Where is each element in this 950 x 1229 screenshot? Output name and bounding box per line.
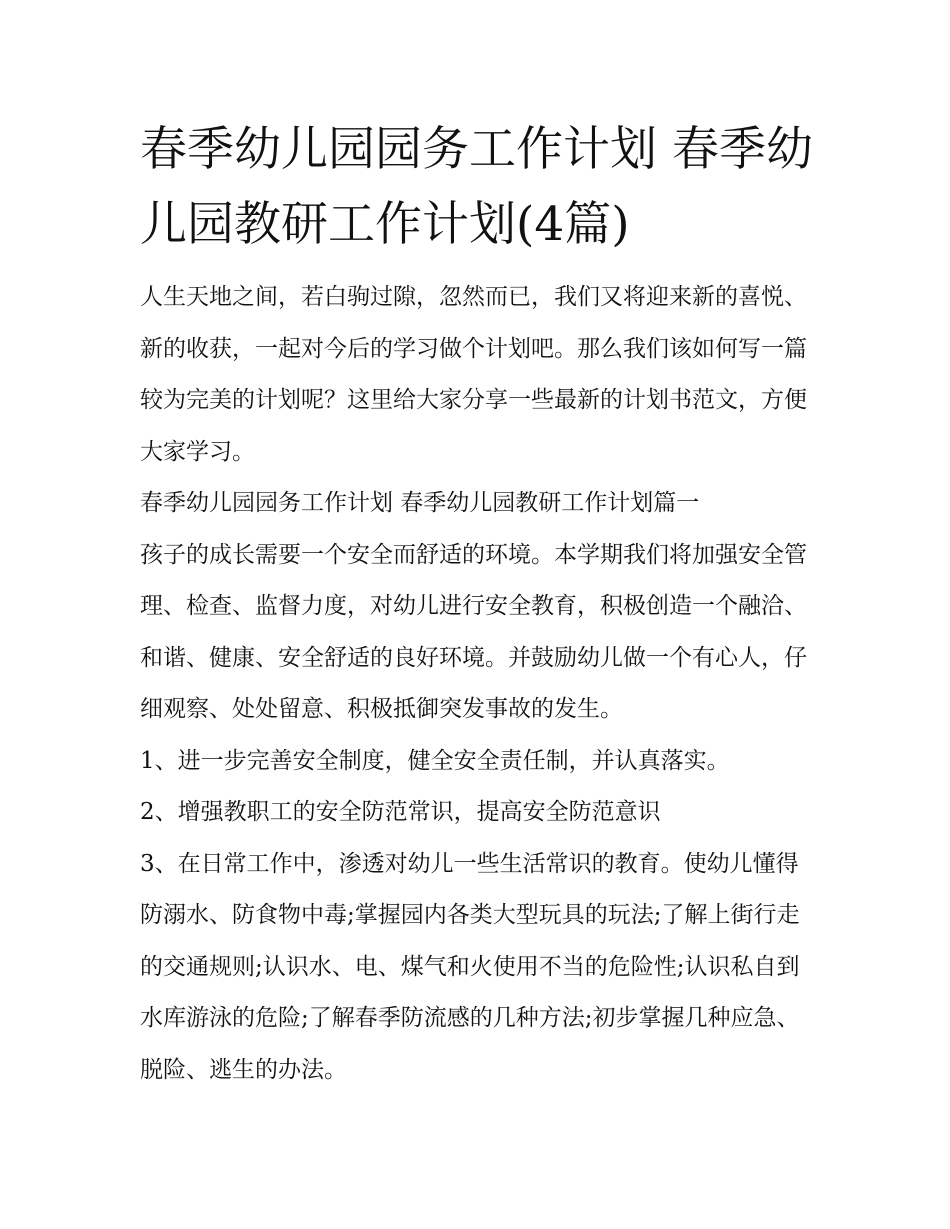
list-item-2: 2、增强教职工的安全防范常识，提高安全防范意识 [140, 799, 661, 825]
intro-paragraph: 人生天地之间，若白驹过隙，忽然而已，我们又将迎来新的喜悦、新的收获，一起对今后的学习做个计划吧。那么我们该如何写一篇较为完美的计划呢？这里给大家分享一些最新的计划书范文，方便大家学习。 [140, 284, 807, 465]
section-heading: 春季幼儿园园务工作计划 春季幼儿园教研工作计划篇一 [140, 490, 700, 516]
list-item-1: 1、进一步完善安全制度，健全安全责任制，并认真落实。 [140, 747, 730, 774]
document-title: 春季幼儿园园务工作计划 春季幼儿园教研工作计划(4篇) [140, 122, 813, 252]
body-paragraph: 孩子的成长需要一个安全而舒适的环境。本学期我们将加强安全管理、检查、监督力度，对幼儿进行安全教育，积极创造一个融洽、和谐、健康、安全舒适的良好环境。并鼓励幼儿做一个有心人，仔细观察、处处留意、积极抵御突发事故的发生。 [140, 541, 807, 722]
document-page [140, 112, 820, 1096]
list-item-3: 3、在日常工作中，渗透对幼儿一些生活常识的教育。使幼儿懂得防溺水、防食物中毒;掌握园内各类大型玩具的玩法;了解上街行走的交通规则;认识水、电、煤气和火使用不当的危险性;认识私自到水库游泳的危险;了解春季防流感的几种方法;初步掌握几种应急、脱险、逃生的办法。 [140, 850, 800, 1083]
